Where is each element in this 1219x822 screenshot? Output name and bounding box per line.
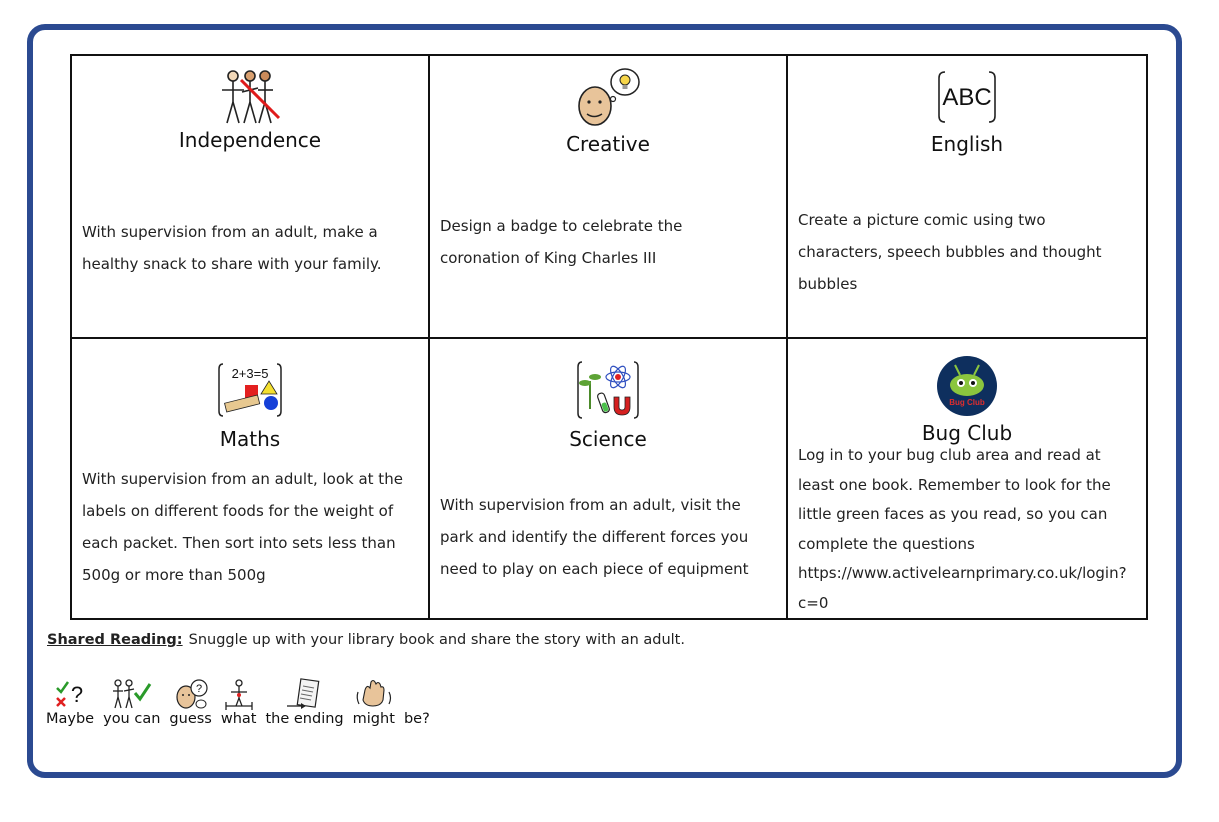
blank-symbol-space — [404, 678, 430, 710]
svg-text:2+3=5: 2+3=5 — [231, 366, 269, 381]
svg-text:?: ? — [70, 682, 84, 707]
svg-text:Bug Club: Bug Club — [949, 398, 985, 407]
cell-maths — [72, 339, 430, 620]
svg-text:?: ? — [195, 683, 202, 695]
cell-title: English — [930, 132, 1004, 156]
symbol-word: you can — [103, 678, 160, 727]
symbol-word: ? guess — [169, 678, 211, 727]
symbol-word: ? Maybe — [46, 678, 94, 727]
symbol-word: what — [221, 678, 257, 727]
symbol-word: the ending — [265, 678, 343, 727]
cell-science — [430, 339, 788, 620]
symbol-word: be? — [404, 678, 430, 727]
cell-title: Bug Club — [921, 421, 1013, 445]
person-tick-icon — [112, 678, 152, 710]
abc-icon — [937, 68, 997, 126]
cell-description: With supervision from an adult, make a healthy snack to share with your family. — [82, 223, 382, 273]
cell-independence — [72, 56, 430, 339]
cell-english — [788, 56, 1146, 339]
shared-reading-text: Snuggle up with your library book and share the story with an adult. — [188, 632, 685, 648]
cell-creative — [430, 56, 788, 339]
cell-bug-club — [788, 339, 1146, 620]
people-crossed-out-icon — [217, 68, 283, 126]
hand-wavering-icon — [355, 678, 393, 710]
bug-club-logo-icon — [936, 355, 998, 417]
person-pointing-icon — [222, 678, 256, 710]
svg-text:ABC: ABC — [942, 84, 992, 111]
cell-description: Design a badge to celebrate the coronation of King Charles III — [440, 217, 683, 267]
activity-grid — [70, 54, 1148, 620]
tick-cross-question-icon — [53, 678, 87, 710]
cell-description: With supervision from an adult, look at the labels on different foods for the weight of each packet. Then sort into sets less than 500g or more than 500g — [82, 470, 403, 584]
head-question-icon — [174, 678, 208, 710]
cell-title: Science — [569, 427, 647, 451]
science-symbols-icon — [576, 359, 640, 421]
cell-description: Log in to your bug club area and read at least one book. Remember to look for the little green faces as you read, so you can complete the questions https://www.activelearnprimary.co.uk/login?c=0 — [798, 441, 1138, 618]
cell-title: Creative — [566, 132, 650, 156]
book-end-icon — [285, 678, 325, 710]
shared-reading — [47, 632, 685, 648]
bug-club-link[interactable]: https://www.activelearnprimary.co.uk/login?c=0 — [798, 564, 1127, 612]
shared-reading-label: Shared Reading: — [47, 632, 183, 648]
cell-title: Maths — [219, 427, 281, 451]
head-idea-icon — [573, 66, 643, 128]
maths-symbols-icon — [217, 361, 283, 419]
cell-description: With supervision from an adult, visit the park and identify the different forces you need to play on each piece of equipment — [440, 496, 749, 578]
cell-description: Create a picture comic using two characters, speech bubbles and thought bubbles — [798, 211, 1102, 293]
symbol-word: might — [353, 678, 395, 727]
symbol-sentence — [46, 678, 439, 727]
cell-title: Independence — [178, 128, 322, 152]
